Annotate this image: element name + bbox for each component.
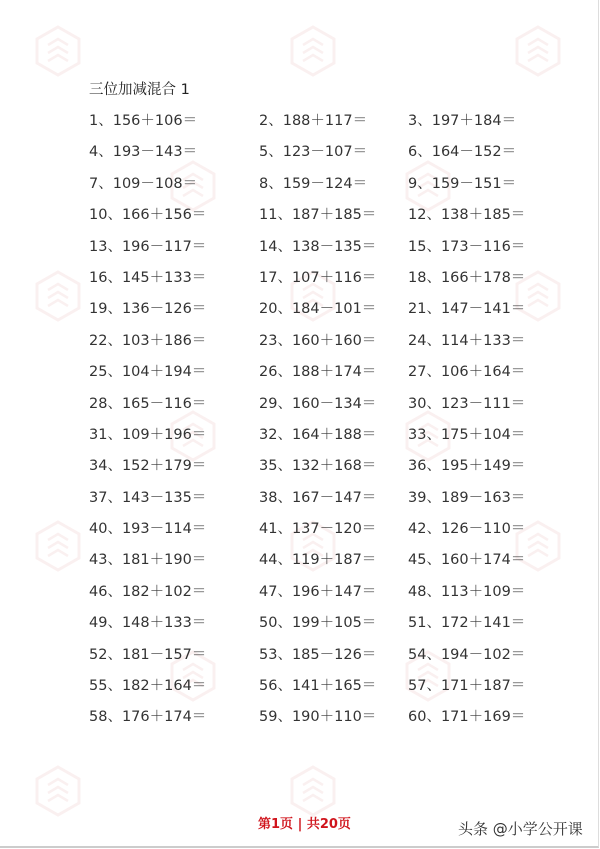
problem-grid	[89, 111, 529, 739]
problem-item: 35、132＋168＝	[259, 458, 377, 475]
problem-item: 49、148＋133＝	[89, 615, 207, 632]
watermark-hexagon-icon	[35, 25, 81, 77]
problem-item: 19、136－126＝	[89, 301, 207, 318]
watermark-brand: 头条 @小学公开课	[458, 820, 583, 838]
problem-item: 15、173－116＝	[408, 238, 526, 255]
problem-item: 8、159－124＝	[259, 175, 368, 192]
problem-item: 55、182＋164＝	[89, 678, 207, 695]
watermark-hexagon-icon	[290, 25, 336, 77]
problem-item: 45、160＋174＝	[408, 552, 526, 569]
watermark-hexagon-icon	[35, 270, 81, 322]
problem-item: 60、171＋169＝	[408, 709, 526, 726]
problem-item: 2、188＋117＝	[259, 113, 368, 129]
watermark-hexagon-icon	[35, 765, 81, 817]
problem-item: 16、145＋133＝	[89, 269, 207, 286]
problem-item: 27、106＋164＝	[408, 364, 526, 381]
problem-item: 23、160＋160＝	[259, 332, 377, 349]
watermark-hexagon-icon	[35, 520, 81, 572]
problem-item: 42、126－110＝	[408, 521, 526, 538]
problem-item: 29、160－134＝	[259, 395, 377, 412]
problem-item: 17、107＋116＝	[259, 269, 377, 286]
problem-item: 33、175＋104＝	[408, 426, 526, 443]
problem-item: 18、166＋178＝	[408, 269, 526, 286]
problem-item: 24、114＋133＝	[408, 332, 526, 349]
problem-item: 34、152＋179＝	[89, 458, 207, 475]
problem-item: 40、193－114＝	[89, 521, 207, 538]
problem-item: 37、143－135＝	[89, 489, 207, 506]
problem-item: 20、184－101＝	[259, 301, 377, 318]
problem-item: 52、181－157＝	[89, 646, 207, 663]
problem-item: 1、156＋106＝	[89, 113, 198, 129]
problem-item: 13、196－117＝	[89, 238, 207, 255]
problem-item: 5、123－107＝	[259, 144, 368, 161]
problem-item: 46、182＋102＝	[89, 583, 207, 600]
problem-item: 28、165－116＝	[89, 395, 207, 412]
problem-item: 59、190＋110＝	[259, 709, 377, 726]
problem-item: 3、197＋184＝	[408, 113, 517, 129]
problem-item: 12、138＋185＝	[408, 207, 526, 224]
problem-item: 41、137－120＝	[259, 521, 377, 538]
problem-item: 32、164＋188＝	[259, 426, 377, 443]
problem-item: 50、199＋105＝	[259, 615, 377, 632]
worksheet-title: 三位加减混合 1	[89, 82, 190, 98]
problem-item: 39、189－163＝	[408, 489, 526, 506]
problem-item: 10、166＋156＝	[89, 207, 207, 224]
problem-item: 21、147－141＝	[408, 301, 526, 318]
problem-item: 7、109－108＝	[89, 175, 198, 192]
problem-item: 38、167－147＝	[259, 489, 377, 506]
problem-item: 58、176＋174＝	[89, 709, 207, 726]
problem-item: 25、104＋194＝	[89, 364, 207, 381]
watermark-hexagon-icon	[515, 25, 561, 77]
problem-item: 53、185－126＝	[259, 646, 377, 663]
problem-item: 54、194－102＝	[408, 646, 526, 663]
problem-item: 44、119＋187＝	[259, 552, 377, 569]
problem-item: 11、187＋185＝	[259, 207, 377, 224]
problem-item: 14、138－135＝	[259, 238, 377, 255]
problem-item: 9、159－151＝	[408, 175, 517, 192]
problem-item: 36、195＋149＝	[408, 458, 526, 475]
problem-item: 51、172＋141＝	[408, 615, 526, 632]
problem-item: 22、103＋186＝	[89, 332, 207, 349]
problem-item: 47、196＋147＝	[259, 583, 377, 600]
problem-item: 26、188＋174＝	[259, 364, 377, 381]
problem-item: 30、123－111＝	[408, 395, 526, 412]
problem-item: 6、164－152＝	[408, 144, 517, 161]
problem-item: 48、113＋109＝	[408, 583, 526, 600]
problem-item: 56、141＋165＝	[259, 678, 377, 695]
watermark-hexagon-icon	[290, 765, 336, 817]
problem-item: 4、193－143＝	[89, 144, 198, 161]
page-indicator: 第1页 | 共20页	[258, 817, 351, 832]
problem-item: 31、109＋196＝	[89, 426, 207, 443]
problem-item: 43、181＋190＝	[89, 552, 207, 569]
problem-item: 57、171＋187＝	[408, 678, 526, 695]
